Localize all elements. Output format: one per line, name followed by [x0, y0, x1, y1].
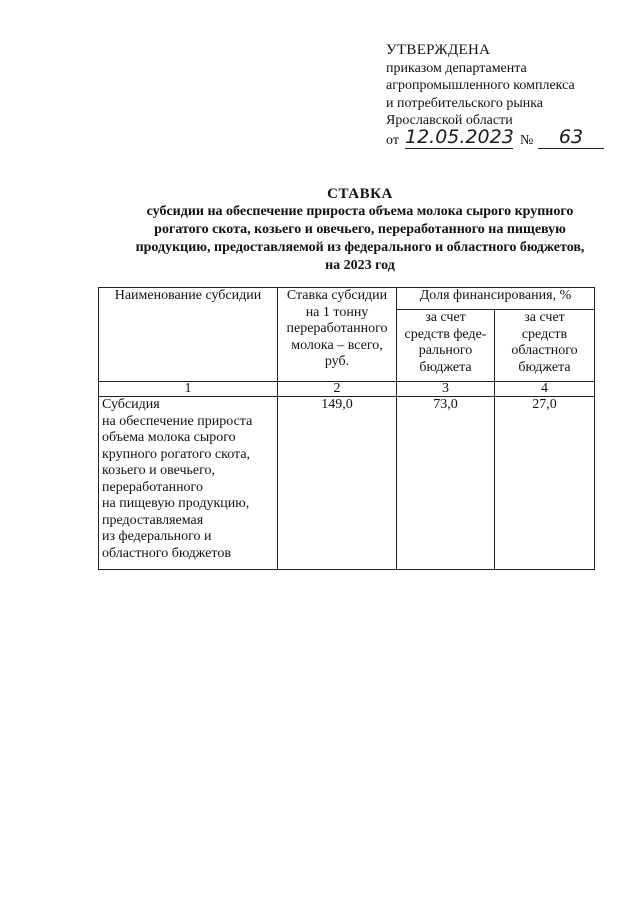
column-number: 3 — [397, 382, 495, 397]
approval-line: агропромышленного комплекса — [386, 78, 575, 93]
table-header-row — [99, 288, 595, 310]
rate-value: 149,0 — [278, 397, 397, 570]
regional-share-value: 27,0 — [495, 397, 595, 570]
approval-line: и потребительского рынка — [386, 95, 544, 111]
subtitle-line: рогатого скота, козьего и овечьего, переработанного на пищевую — [154, 222, 566, 237]
date-prefix: от — [386, 132, 399, 148]
approval-line: приказом департамента — [386, 60, 527, 76]
header-regional: за счет средств областного бюджета — [495, 310, 595, 382]
order-line — [386, 125, 616, 154]
approval-block — [386, 42, 616, 154]
header-rate: Ставка субсидии на 1 тонну переработанного молока – всего, руб. — [278, 288, 397, 382]
subsidy-name: Субсидия на обеспечение прироста объема молока сырого крупного рогатого скота, козьего и овечьего, переработанного на пищевую продукцию, предоставляемая из федерального и областного бюджетов — [99, 397, 278, 570]
header-federal: за счет средств феде- рального бюджета — [397, 310, 495, 382]
title-main: СТАВКА — [327, 186, 393, 202]
subtitle-line: на 2023 год — [325, 258, 395, 273]
column-number: 2 — [278, 382, 397, 397]
header-share-group: Доля финансирования, % — [397, 288, 595, 310]
column-number: 4 — [495, 382, 595, 397]
column-number-row — [99, 382, 595, 397]
header-name: Наименование субсидии — [99, 288, 278, 382]
number-prefix: № — [520, 132, 534, 148]
subtitle-line: субсидии на обеспечение прироста объема молока сырого крупного — [146, 204, 574, 219]
subsidy-rate-table — [98, 287, 595, 570]
federal-share-value: 73,0 — [397, 397, 495, 570]
table-row — [99, 397, 595, 570]
approval-line: Ярославской области — [386, 113, 513, 128]
column-number: 1 — [99, 382, 278, 397]
document-title — [80, 185, 640, 275]
approval-heading: УТВЕРЖДЕНА — [386, 42, 491, 58]
subtitle-line: продукцию, предоставляемой из федерального и областного бюджетов, — [135, 240, 585, 255]
order-date: 12.05.2023 — [405, 125, 514, 148]
order-number: 63 — [538, 124, 604, 149]
